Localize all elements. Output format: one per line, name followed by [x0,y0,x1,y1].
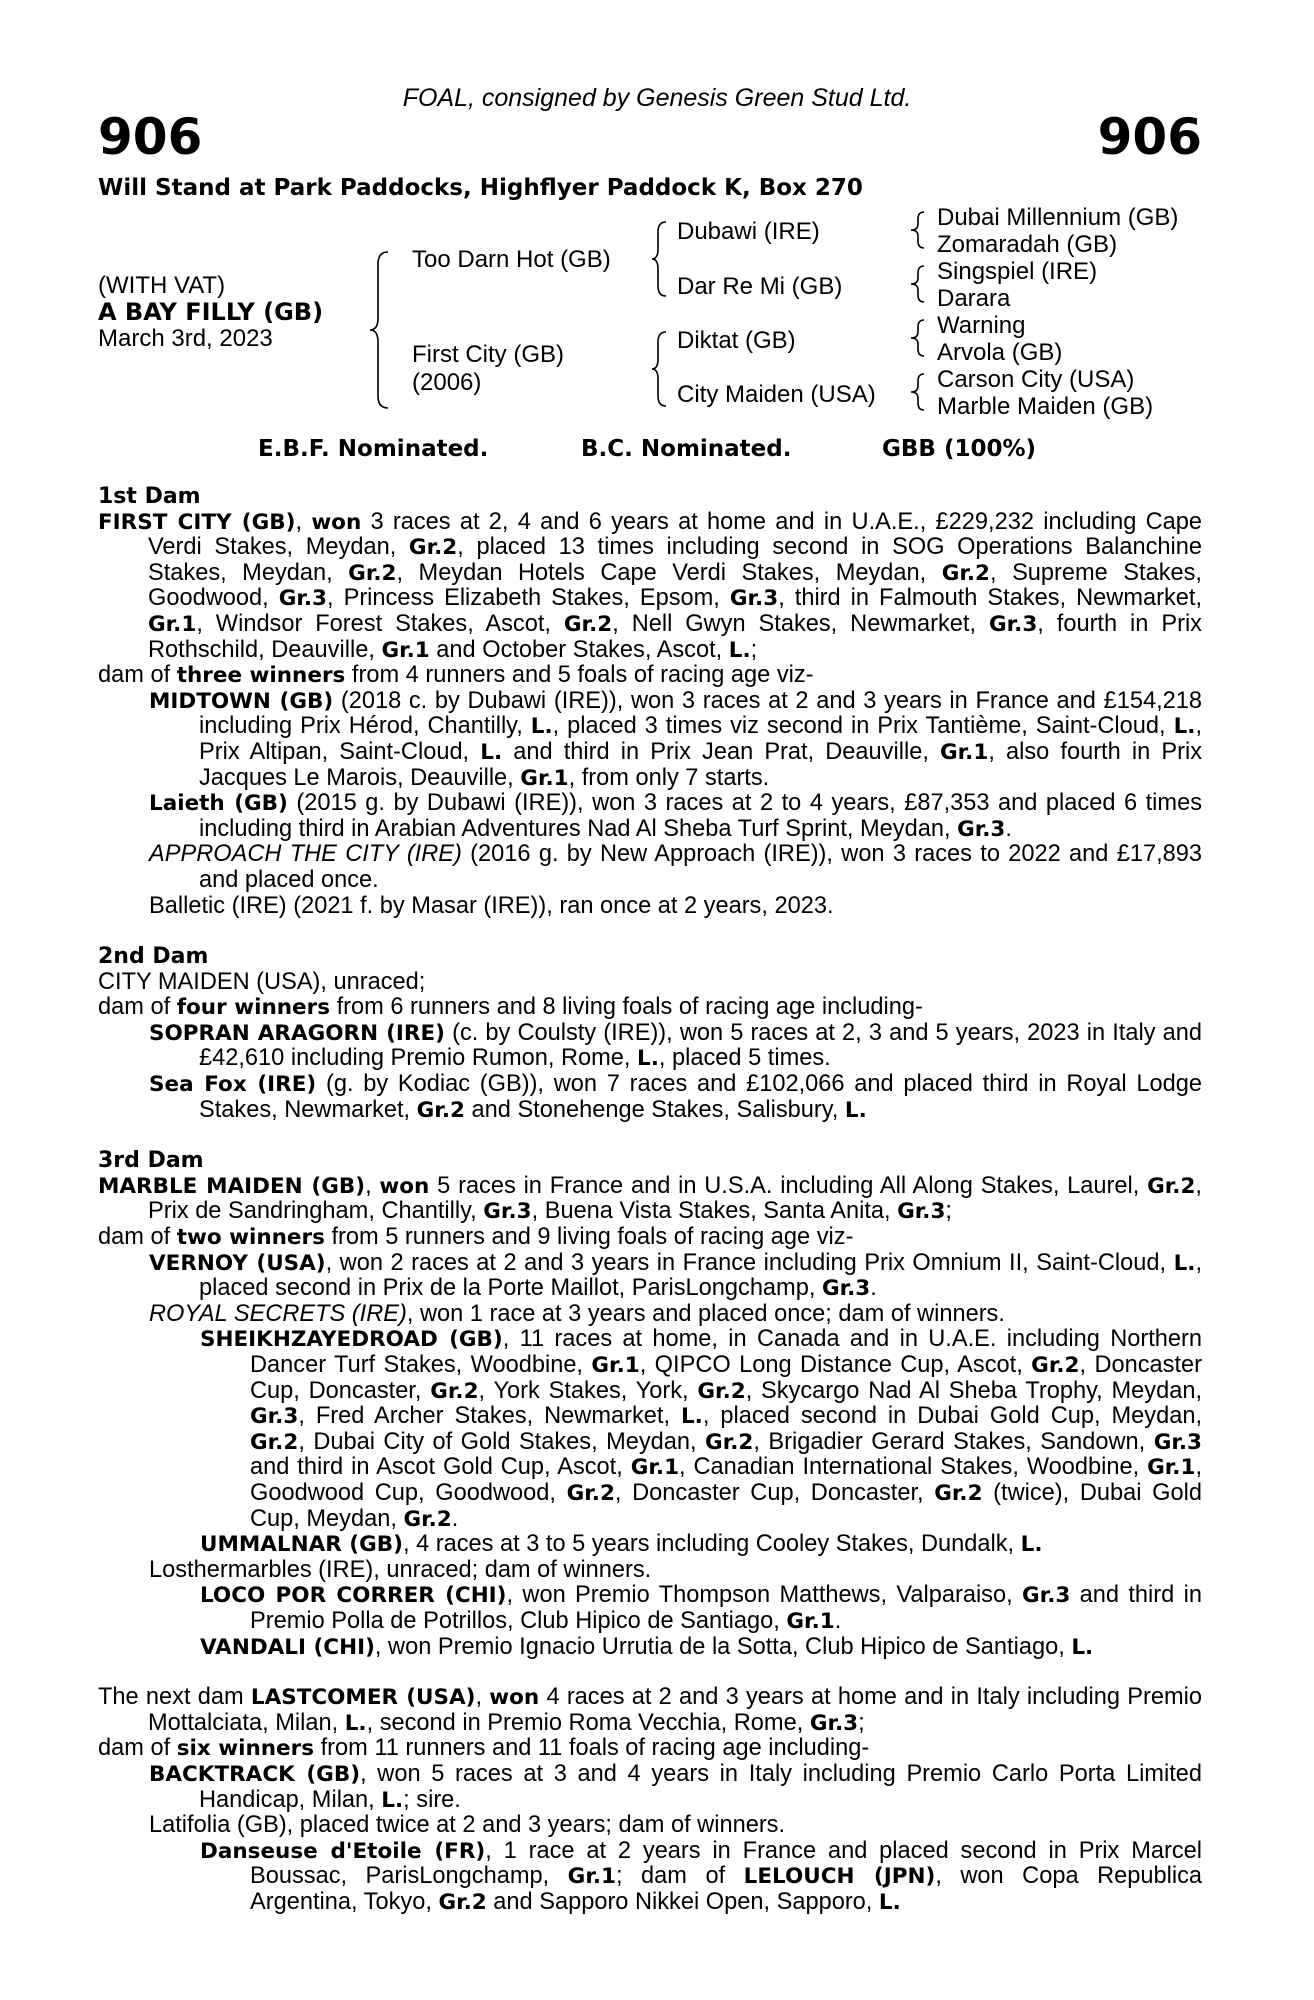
horse-name: SOPRAN ARAGORN (IRE) [149,1020,445,1046]
produce-entry: VANDALI (CHI), won Premio Ignacio Urrutia de la Sotta, Club Hipico de Santiago, L. [200,1633,1094,1660]
dam-year: (2006) [412,369,482,396]
sss: Dubai Millennium (GB) [937,204,1179,231]
bc-nominated: B.C. Nominated. [581,436,792,462]
foaling-date: March 3rd, 2023 [98,325,273,352]
horse-name: FIRST CITY (GB) [98,509,296,535]
first-dam-produce-summary: dam of three winners from 4 runners and 5 foals of racing age viz- [98,662,814,689]
produce-entry: SHEIKHZAYEDROAD (GB), 11 races at home, in Canada and in U.A.E. including Northern Dancer Turf Stakes, Woodbine, Gr.1, QIPCO Long Distance Cup, Ascot, Gr.2, Doncaster Cup, Doncaster, Gr.2, York Stakes, York, Gr.2, Skycargo Nad Al Sheba Trophy, Meydan, Gr.3, Fred Archer Stakes, Newmarket, L., placed second in Dubai Gold Cup, Meydan, Gr.2, Dubai City of Gold Stakes, Meydan, Gr.2, Brigadier Gerard Stakes, Sandown, Gr.3 and third in Ascot Gold Cup, Ascot, Gr.1, Canadian International Stakes, Woodbine, Gr.1, Goodwood Cup, Goodwood, Gr.2, Doncaster Cup, Doncaster, Gr.2 (twice), Dubai Gold Cup, Meydan, Gr.2. [200,1326,1203,1532]
ddd: Marble Maiden (GB) [937,393,1154,420]
ebf-nominated: E.B.F. Nominated. [258,436,489,462]
second-dam-heading: 2nd Dam [98,944,209,970]
next-dam-section [98,1685,1202,1915]
horse-name: MIDTOWN (GB) [149,688,334,714]
horse-name: SHEIKHZAYEDROAD (GB) [200,1327,503,1353]
sds: Singspiel (IRE) [937,258,1098,285]
produce-entry: Laieth (GB) (2015 g. by Dubawi (IRE)), won 3 races at 2 to 4 years, £87,353 and placed 6 times including third in Arabian Adventures Nad Al Sheba Turf Sprint, Meydan, Gr.3. [149,790,1202,842]
horse-name: ROYAL SECRETS (IRE) [149,1300,407,1327]
horse-name: Danseuse d'Etoile (FR) [200,1838,486,1864]
produce-entry: APPROACH THE CITY (IRE) (2016 g. by New Approach (IRE)), won 3 races to 2022 and £17,893 and placed once. [149,841,1202,893]
consignor-line: FOAL, consigned by Genesis Green Stud Ltd. [402,84,912,112]
gbb-status: GBB (100%) [882,436,1037,462]
lot-number-right: 906 [1097,108,1202,166]
lot-horse-name: A BAY FILLY (GB) [98,298,324,326]
dsd: Arvola (GB) [937,339,1063,366]
produce-entry: Danseuse d'Etoile (FR), 1 race at 2 years in France and placed second in Prix Marcel Boussac, ParisLongchamp, Gr.1; dam of LELOUCH (JPN), won Copa Republica Argentina, Tokyo, Gr.2 and Sapporo Nikkei Open, Sapporo, L. [200,1837,1202,1915]
dam: First City (GB) [412,341,564,368]
third-dam-produce-summary: dam of two winners from 5 runners and 9 living foals of racing age viz- [98,1224,854,1251]
second-dam-section [98,944,1202,1123]
produce-entry: SOPRAN ARAGORN (IRE) (c. by Coulsty (IRE)), won 5 races at 2, 3 and 5 years, 2023 in Italy and £42,610 including Premio Rumon, Rome, L., placed 5 times. [149,1019,1202,1072]
third-dam-heading: 3rd Dam [98,1148,204,1174]
horse-name: LOCO POR CORRER (CHI) [200,1583,507,1609]
next-dam-entry: The next dam LASTCOMER (USA), won 4 races at 2 and 3 years at home and in Italy including Premio Mottalciata, Milan, L., second in Premio Roma Vecchia, Rome, Gr.3; [98,1684,1202,1736]
produce-entry: MIDTOWN (GB) (2018 c. by Dubawi (IRE)), won 3 races at 2 and 3 years in France and £154,218 including Prix Hérod, Chantilly, L., placed 3 times viz second in Prix Tantième, Saint-Cloud, L., Prix Altipan, Saint-Cloud, L. and third in Prix Jean Prat, Deauville, Gr.1, also fourth in Prix Jacques Le Marois, Deauville, Gr.1, from only 7 starts. [149,687,1202,791]
lot-number-left: 906 [98,108,203,166]
bracket-dam [652,330,668,408]
produce-entry: Losthermarbles (IRE), unraced; dam of winners. [149,1556,652,1583]
horse-name: LASTCOMER (USA) [250,1685,476,1711]
horse-name: Laieth (GB) [149,791,288,817]
dds: Carson City (USA) [937,366,1135,393]
horse-name: Sea Fox (IRE) [149,1072,317,1098]
sire-sire: Dubawi (IRE) [677,218,820,245]
horse-name: VANDALI (CHI) [200,1634,375,1660]
third-dam-section [98,1148,1202,1660]
sdd: Darara [937,285,1011,312]
horse-name: UMMALNAR (GB) [200,1532,403,1558]
sire: Too Darn Hot (GB) [412,246,611,273]
horse-name: APPROACH THE CITY (IRE) [149,841,462,868]
horse-name: VERNOY (USA) [149,1250,326,1276]
catalogue-body [98,484,1202,1915]
produce-entry: Sea Fox (IRE) (g. by Kodiac (GB)), won 7 races and £102,066 and placed third in Royal Lodge Stakes, Newmarket, Gr.2 and Stonehenge Stakes, Salisbury, L. [149,1071,1202,1123]
second-dam-entry: CITY MAIDEN (USA), unraced; [98,968,426,995]
dam-dam: City Maiden (USA) [677,381,876,408]
bracket-ds [911,318,927,358]
bracket-gen1 [370,250,390,410]
bracket-sire [652,220,668,298]
first-dam-heading: 1st Dam [98,484,201,509]
bracket-sd [911,264,927,304]
bracket-ss [911,210,927,250]
next-dam-produce-summary: dam of six winners from 11 runners and 11 foals of racing age including- [98,1735,870,1762]
bracket-dd [911,372,927,412]
produce-entry: BACKTRACK (GB), won 5 races at 3 and 4 years in Italy including Premio Carlo Porta Limited Handicap, Milan, L.; sire. [149,1760,1203,1813]
stand-location: Will Stand at Park Paddocks, Highflyer Paddock K, Box 270 [98,175,863,201]
first-dam-entry: FIRST CITY (GB), won 3 races at 2, 4 and 6 years at home and in U.A.E., £229,232 including Cape Verdi Stakes, Meydan, Gr.2, placed 13 times including second in SOG Operations Balanchine Stakes, Meydan, Gr.2, Meydan Hotels Cape Verdi Stakes, Meydan, Gr.2, Supreme Stakes, Goodwood, Gr.3, Princess Elizabeth Stakes, Epsom, Gr.3, third in Falmouth Stakes, Newmarket, Gr.1, Windsor Forest Stakes, Ascot, Gr.2, Nell Gwyn Stakes, Newmarket, Gr.3, fourth in Prix Rothschild, Deauville, Gr.1 and October Stakes, Ascot, L.; [98,508,1203,663]
sire-dam: Dar Re Mi (GB) [677,273,843,300]
produce-entry: ROYAL SECRETS (IRE), won 1 race at 3 years and placed once; dam of winners. [149,1300,1005,1327]
produce-entry: Balletic (IRE) (2021 f. by Masar (IRE)), ran once at 2 years, 2023. [149,892,834,919]
produce-entry: Latifolia (GB), placed twice at 2 and 3 years; dam of winners. [149,1812,786,1839]
dam-sire: Diktat (GB) [677,327,796,354]
produce-entry: VERNOY (USA), won 2 races at 2 and 3 years in France including Prix Omnium II, Saint-Cloud, L., placed second in Prix de la Porte Maillot, ParisLongchamp, Gr.3. [149,1249,1202,1302]
horse-name: BACKTRACK (GB) [149,1761,361,1787]
third-dam-entry: MARBLE MAIDEN (GB), won 5 races in France and in U.S.A. including All Along Stakes, Laurel, Gr.2, Prix de Sandringham, Chantilly, Gr.3, Buena Vista Stakes, Santa Anita, Gr.3; [98,1172,1202,1225]
horse-name: MARBLE MAIDEN (GB) [98,1173,366,1199]
produce-entry: UMMALNAR (GB), 4 races at 3 to 5 years including Cooley Stakes, Dundalk, L. [200,1531,1043,1558]
first-dam-section [98,484,1202,919]
second-dam-produce-summary: dam of four winners from 6 runners and 8 living foals of racing age including- [98,994,923,1021]
vat-note: (WITH VAT) [98,272,226,299]
produce-entry: LOCO POR CORRER (CHI), won Premio Thompson Matthews, Valparaiso, Gr.3 and third in Premio Polla de Potrillos, Club Hipico de Santiago, Gr.1. [200,1582,1202,1634]
ssd: Zomaradah (GB) [937,231,1118,258]
dss: Warning [937,312,1026,339]
